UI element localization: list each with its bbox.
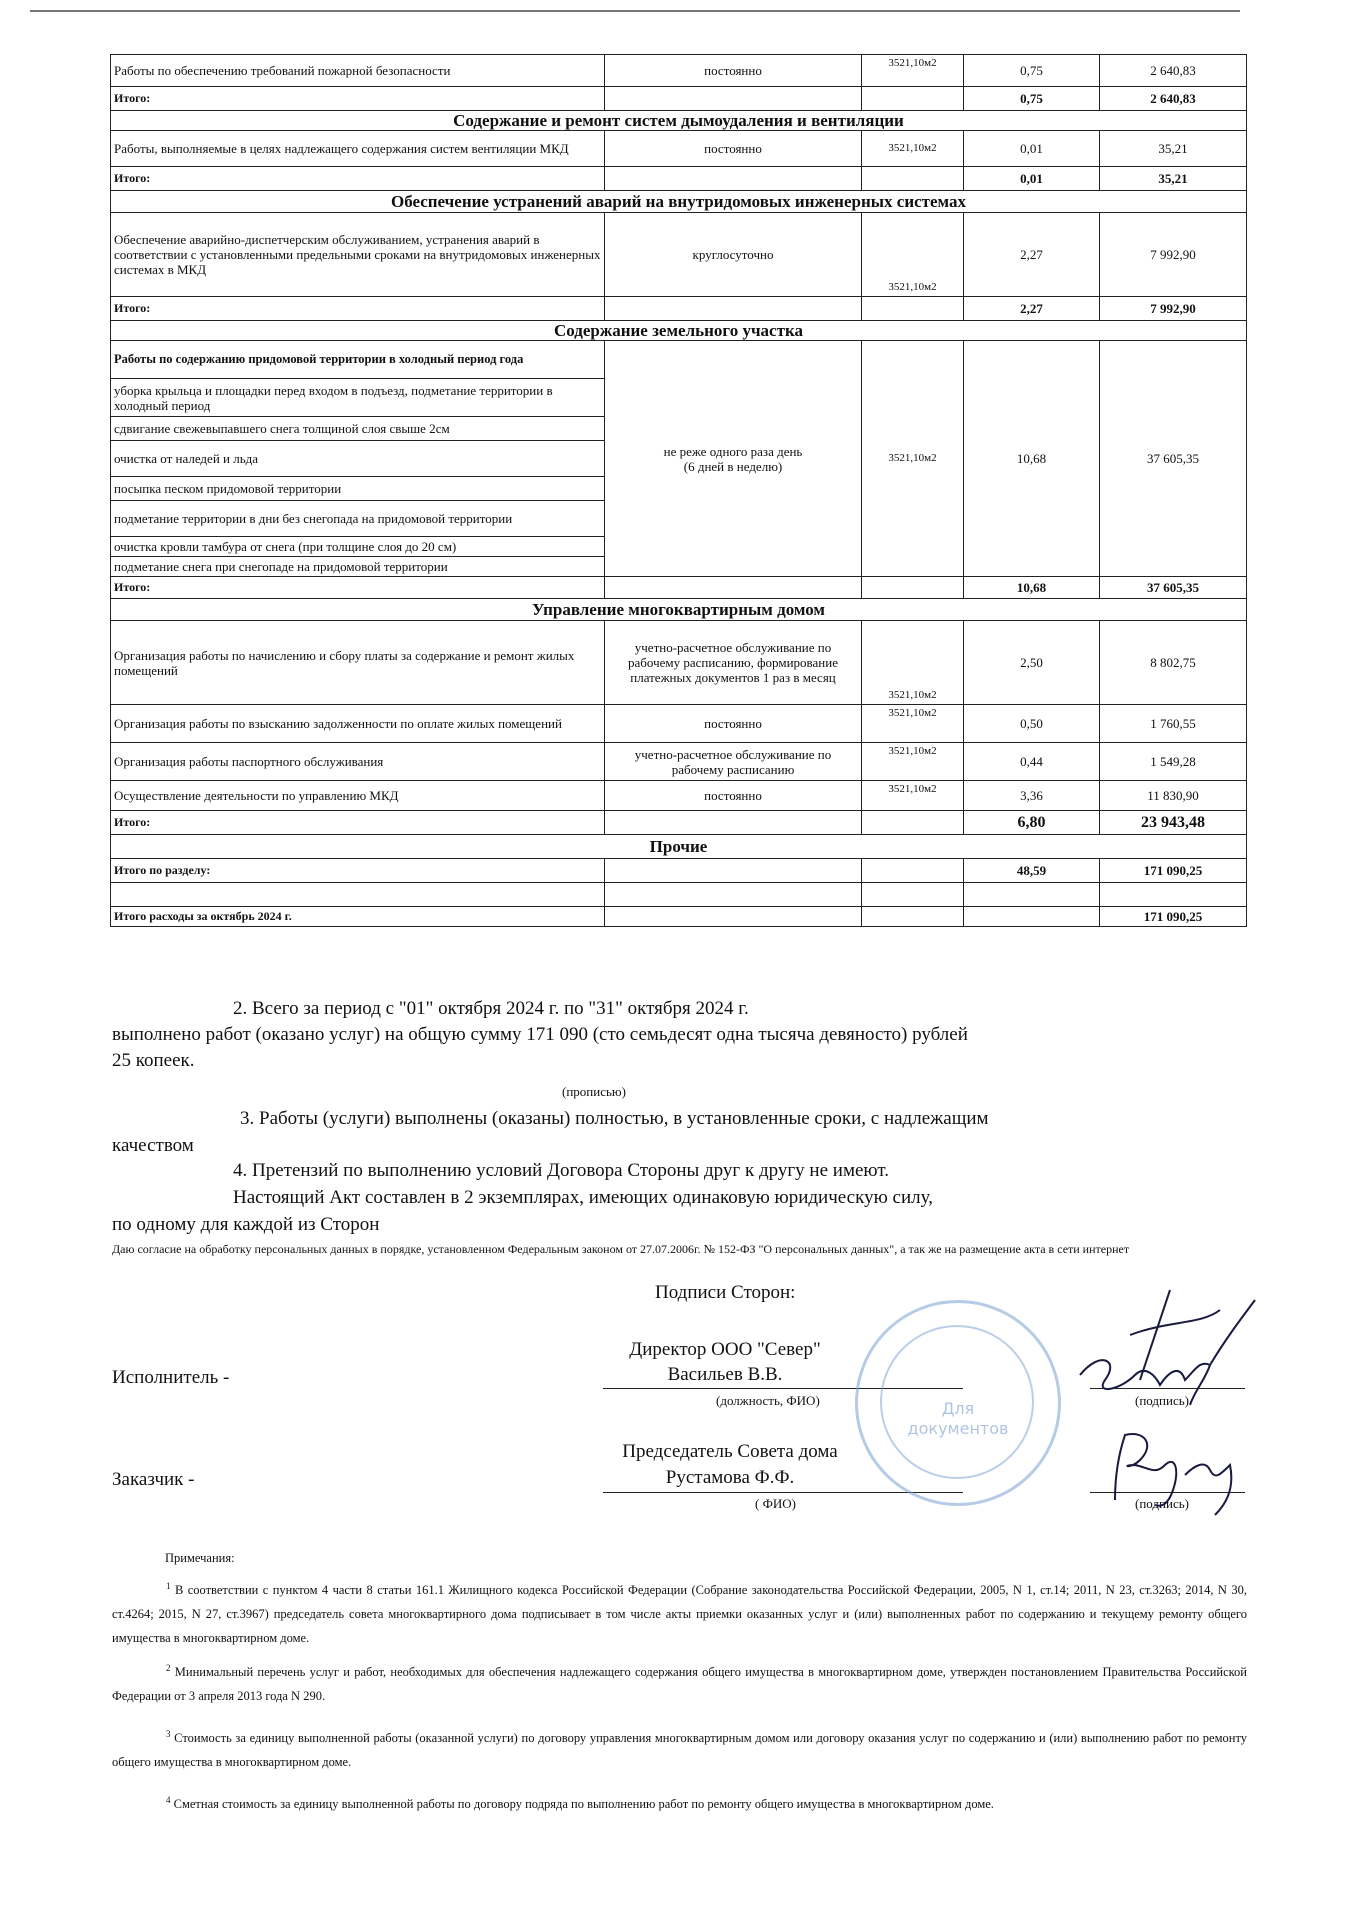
row-sum: 1 549,28 bbox=[1100, 743, 1247, 781]
organization-stamp bbox=[855, 1300, 1061, 1506]
empty-row bbox=[111, 883, 1247, 907]
row-name: Осуществление деятельности по управлению МКД bbox=[111, 781, 605, 811]
section-header bbox=[111, 321, 1247, 341]
row-sum: 8 802,75 bbox=[1100, 621, 1247, 705]
total-rate: 6,80 bbox=[964, 811, 1100, 835]
services-table bbox=[110, 54, 1247, 927]
row-periodicity: постоянно bbox=[605, 781, 862, 811]
row-rate: 0,75 bbox=[964, 55, 1100, 87]
row-name: Организация работы по взысканию задолженности по оплате жилых помещений bbox=[111, 705, 605, 743]
total-sum: 23 943,48 bbox=[1100, 811, 1247, 835]
section-title: Прочие bbox=[111, 835, 1247, 859]
executor-signature bbox=[1060, 1280, 1260, 1420]
section-total-sum: 171 090,25 bbox=[1100, 859, 1247, 883]
total-label: Итого: bbox=[111, 297, 605, 321]
section-title: Содержание и ремонт систем дымоудаления и вентиляции bbox=[111, 111, 1247, 131]
row-rate: 0,44 bbox=[964, 743, 1100, 781]
total-sum: 2 640,83 bbox=[1100, 87, 1247, 111]
row-area: 3521,10м2 bbox=[862, 705, 964, 743]
table-row bbox=[111, 341, 1247, 379]
total-sum: 37 605,35 bbox=[1100, 577, 1247, 599]
executor-sign-hint: (подпись) bbox=[1135, 1393, 1189, 1408]
note-2-mark: 2 bbox=[166, 1663, 171, 1673]
row-sum: 2 640,83 bbox=[1100, 55, 1247, 87]
section-title: Содержание земельного участка bbox=[111, 321, 1247, 341]
total-rate: 10,68 bbox=[964, 577, 1100, 599]
paragraph-4: 4. Претензий по выполнению условий Договора Стороны друг к другу не имеют. bbox=[233, 1160, 889, 1181]
row-area: 3521,10м2 bbox=[862, 781, 964, 811]
paragraph-5-line-2: по одному для каждой из Сторон bbox=[112, 1214, 380, 1235]
note-3-mark: 3 bbox=[166, 1729, 171, 1739]
table-row bbox=[111, 781, 1247, 811]
row-periodicity bbox=[605, 341, 862, 577]
notes-title: Примечания: bbox=[165, 1551, 235, 1565]
note-4-text: Сметная стоимость за единицу выполненной работы по договору подряда по выполнению работ по ремонту общего имущества в многоквартирном доме. bbox=[173, 1797, 994, 1812]
table-row bbox=[111, 131, 1247, 167]
customer-signature bbox=[1095, 1420, 1265, 1520]
row-sum: 37 605,35 bbox=[1100, 341, 1247, 577]
table-row bbox=[111, 621, 1247, 705]
total-rate: 0,01 bbox=[964, 167, 1100, 191]
total-row bbox=[111, 297, 1247, 321]
total-row bbox=[111, 811, 1247, 835]
row-name: подметание снега при снегопаде на придомовой территории bbox=[111, 557, 605, 577]
propisyu-hint: (прописью) bbox=[562, 1084, 626, 1099]
row-name: посыпка песком придомовой территории bbox=[111, 477, 605, 501]
row-periodicity: постоянно bbox=[605, 55, 862, 87]
row-name: сдвигание свежевыпавшего снега толщиной слоя свыше 2см bbox=[111, 417, 605, 441]
grand-total-label: Итого расходы за октябрь 2024 г. bbox=[111, 907, 605, 927]
row-area: 3521,10м2 bbox=[862, 55, 964, 87]
row-periodicity: постоянно bbox=[605, 131, 862, 167]
row-periodicity: учетно-расчетное обслуживание по рабочему расписанию bbox=[605, 743, 862, 781]
note-2-text: Минимальный перечень услуг и работ, необходимых для обеспечения надлежащего содержания общего имущества в многоквартирном доме, утвержден постановлением Правительства Российской Федерации от 3 апреля 2013 года N 290. bbox=[112, 1665, 1247, 1704]
row-area: 3521,10м2 bbox=[862, 131, 964, 167]
total-label: Итого: bbox=[111, 577, 605, 599]
customer-position: Председатель Совета дома bbox=[622, 1441, 838, 1462]
total-label: Итого: bbox=[111, 167, 605, 191]
table-row bbox=[111, 743, 1247, 781]
section-header bbox=[111, 191, 1247, 213]
note-4-mark: 4 bbox=[166, 1795, 171, 1805]
row-rate: 2,27 bbox=[964, 213, 1100, 297]
row-sum: 7 992,90 bbox=[1100, 213, 1247, 297]
section-total-rate: 48,59 bbox=[964, 859, 1100, 883]
row-name: Работы по содержанию придомовой территории в холодный период года bbox=[111, 341, 605, 379]
row-rate: 10,68 bbox=[964, 341, 1100, 577]
grand-total-row bbox=[111, 907, 1247, 927]
section-header bbox=[111, 111, 1247, 131]
note-3-text: Стоимость за единицу выполненной работы (оказанной услуги) по договору управления многоквартирным домом или договору оказания услуг по содержанию и (или) выполнению работ по ремонту общего имущества в многоквартирном доме. bbox=[112, 1731, 1248, 1770]
row-name: Работы по обеспечению требований пожарной безопасности bbox=[111, 55, 605, 87]
note-1-text: В соответствии с пунктом 4 части 8 статьи 161.1 Жилищного кодекса Российской Федерации (Собрание законодательства Российской Федерации, 2005, N 1, ст.14; 2011, N 23, ст.3263; 2014, N 30, ст.4264; 2015, N 27, ст.3967) председатель совета многоквартирного дома подписывает в том числе акты приемки оказанных услуг и (или) выполненных работ по содержанию и текущему ремонту общего имущества в многоквартирном доме. bbox=[112, 1583, 1248, 1646]
total-rate: 2,27 bbox=[964, 297, 1100, 321]
row-name: подметание территории в дни без снегопада на придомовой территории bbox=[111, 501, 605, 537]
row-name: Организация работы паспортного обслуживания bbox=[111, 743, 605, 781]
note-3 bbox=[112, 1722, 1247, 1774]
table-row bbox=[111, 705, 1247, 743]
paragraph-5-line-1: Настоящий Акт составлен в 2 экземплярах, имеющих одинаковую юридическую силу, bbox=[233, 1187, 933, 1208]
executor-name: Васильев В.В. bbox=[667, 1364, 783, 1385]
top-border-line bbox=[30, 10, 1240, 12]
row-area: 3521,10м2 bbox=[862, 743, 964, 781]
section-total-label: Итого по разделу: bbox=[111, 859, 605, 883]
paragraph-2-line-1: 2. Всего за период с "01" октября 2024 г. по "31" октября 2024 г. bbox=[233, 998, 749, 1019]
row-name: очистка кровли тамбура от снега (при толщине слоя до 20 см) bbox=[111, 537, 605, 557]
row-name: очистка от наледей и льда bbox=[111, 441, 605, 477]
row-name: Обеспечение аварийно-диспетчерским обслуживанием, устранения аварий в соответствии с установленными предельными сроками на внутридомовых инженерных системах в МКД bbox=[111, 213, 605, 297]
customer-sign-hint: (подпись) bbox=[1135, 1496, 1189, 1511]
total-row bbox=[111, 87, 1247, 111]
total-label: Итого: bbox=[111, 87, 605, 111]
total-row bbox=[111, 577, 1247, 599]
section-total-row bbox=[111, 859, 1247, 883]
row-name: Работы, выполняемые в целях надлежащего содержания систем вентиляции МКД bbox=[111, 131, 605, 167]
paragraph-2-line-2: выполнено работ (оказано услуг) на общую сумму 171 090 (сто семьдесят одна тысяча девяносто) рублей bbox=[112, 1024, 968, 1045]
grand-total-sum: 171 090,25 bbox=[1100, 907, 1247, 927]
row-periodicity: учетно-расчетное обслуживание по рабочему расписанию, формирование платежных документов 1 раз в месяц bbox=[605, 621, 862, 705]
row-area: 3521,10м2 bbox=[862, 213, 964, 297]
row-name: уборка крыльца и площадки перед входом в подъезд, подметание территории в холодный период bbox=[111, 379, 605, 417]
note-1-mark: 1 bbox=[166, 1581, 171, 1591]
row-periodicity: круглосуточно bbox=[605, 213, 862, 297]
consent-text: Даю согласие на обработку персональных данных в порядке, установленном Федеральным законом от 27.07.2006г. № 152-ФЗ "О персональных данных", а так же на размещение акта в сети интернет bbox=[112, 1242, 1130, 1256]
paragraph-3-line-1: 3. Работы (услуги) выполнены (оказаны) полностью, в установленные сроки, с надлежащим bbox=[240, 1108, 989, 1129]
table-row bbox=[111, 213, 1247, 297]
customer-label: Заказчик - bbox=[112, 1469, 195, 1490]
section-header bbox=[111, 599, 1247, 621]
row-rate: 3,36 bbox=[964, 781, 1100, 811]
executor-hint: (должность, ФИО) bbox=[716, 1393, 820, 1408]
note-2 bbox=[112, 1656, 1247, 1708]
row-rate: 0,01 bbox=[964, 131, 1100, 167]
paragraph-2-line-3: 25 копеек. bbox=[112, 1050, 195, 1071]
section-header bbox=[111, 835, 1247, 859]
total-sum: 35,21 bbox=[1100, 167, 1247, 191]
total-rate: 0,75 bbox=[964, 87, 1100, 111]
total-sum: 7 992,90 bbox=[1100, 297, 1247, 321]
total-row bbox=[111, 167, 1247, 191]
note-1 bbox=[112, 1574, 1247, 1650]
total-label: Итого: bbox=[111, 811, 605, 835]
customer-name: Рустамова Ф.Ф. bbox=[665, 1467, 795, 1488]
customer-hint: ( ФИО) bbox=[755, 1496, 796, 1511]
row-sum: 35,21 bbox=[1100, 131, 1247, 167]
land-periodicity: не реже одного раза день (6 дней в неделю) bbox=[663, 443, 803, 474]
section-title: Управление многоквартирным домом bbox=[111, 599, 1247, 621]
stamp-text: Для документов bbox=[907, 1399, 1009, 1438]
paragraph-3-line-2: качеством bbox=[112, 1135, 194, 1156]
executor-label: Исполнитель - bbox=[112, 1367, 230, 1388]
section-title: Обеспечение устранений аварий на внутридомовых инженерных системах bbox=[111, 191, 1247, 213]
executor-position: Директор ООО "Север" bbox=[629, 1339, 821, 1360]
row-name: Организация работы по начислению и сбору платы за содержание и ремонт жилых помещений bbox=[111, 621, 605, 705]
signatures-title: Подписи Сторон: bbox=[655, 1282, 796, 1303]
row-sum: 1 760,55 bbox=[1100, 705, 1247, 743]
row-rate: 0,50 bbox=[964, 705, 1100, 743]
row-rate: 2,50 bbox=[964, 621, 1100, 705]
row-area: 3521,10м2 bbox=[862, 341, 964, 577]
row-periodicity: постоянно bbox=[605, 705, 862, 743]
row-sum: 11 830,90 bbox=[1100, 781, 1247, 811]
table-row bbox=[111, 55, 1247, 87]
row-area: 3521,10м2 bbox=[862, 621, 964, 705]
note-4 bbox=[112, 1788, 1247, 1816]
